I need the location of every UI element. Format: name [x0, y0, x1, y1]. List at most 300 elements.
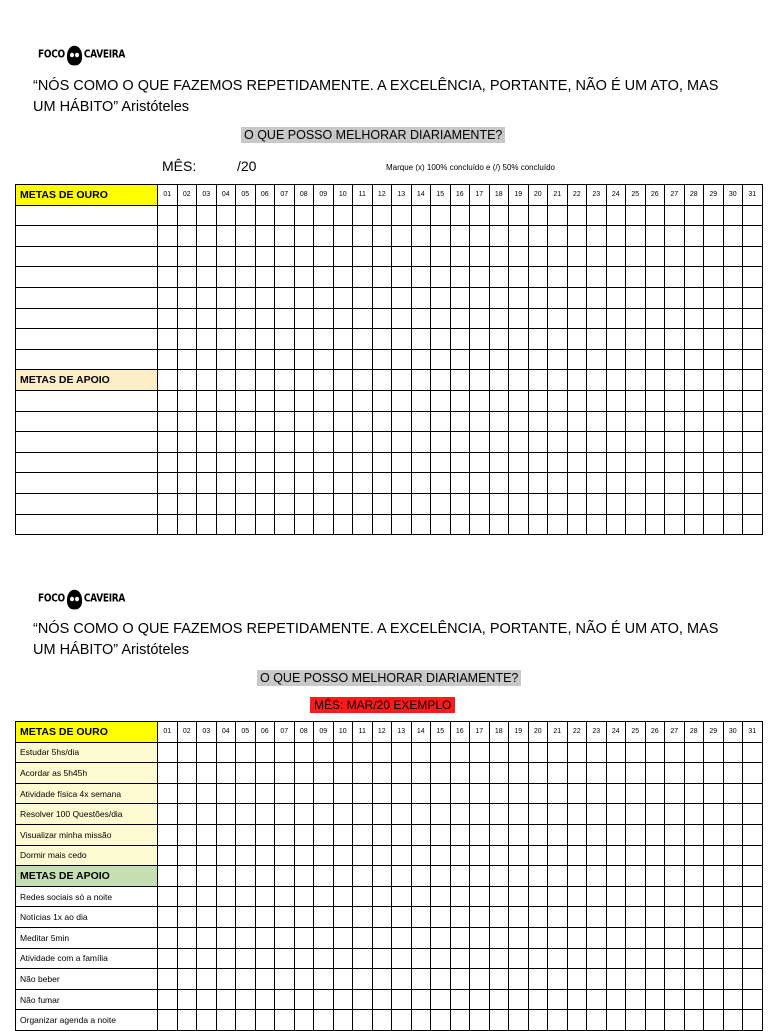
day-checkbox-cell[interactable] [275, 1010, 295, 1031]
day-checkbox-cell[interactable] [684, 804, 704, 825]
day-checkbox-cell[interactable] [372, 907, 392, 928]
day-checkbox-cell[interactable] [450, 866, 470, 887]
day-checkbox-cell[interactable] [177, 886, 197, 907]
day-checkbox-cell[interactable] [606, 969, 626, 990]
day-checkbox-cell[interactable] [450, 804, 470, 825]
day-checkbox-cell[interactable] [177, 783, 197, 804]
day-checkbox-cell[interactable] [314, 969, 334, 990]
day-checkbox-cell[interactable] [431, 969, 451, 990]
day-checkbox-cell[interactable] [587, 866, 607, 887]
day-checkbox-cell[interactable] [528, 783, 548, 804]
day-checkbox-cell[interactable] [333, 969, 353, 990]
day-checkbox-cell[interactable] [372, 866, 392, 887]
day-checkbox-cell[interactable] [684, 989, 704, 1010]
day-checkbox-cell[interactable] [626, 763, 646, 784]
day-checkbox-cell[interactable] [333, 845, 353, 866]
day-checkbox-cell[interactable] [626, 742, 646, 763]
day-checkbox-cell[interactable] [567, 907, 587, 928]
day-checkbox-cell[interactable] [450, 927, 470, 948]
day-checkbox-cell[interactable] [645, 763, 665, 784]
day-checkbox-cell[interactable] [197, 763, 217, 784]
day-checkbox-cell[interactable] [275, 907, 295, 928]
day-checkbox-cell[interactable] [314, 804, 334, 825]
day-checkbox-cell[interactable] [723, 804, 743, 825]
day-checkbox-cell[interactable] [333, 742, 353, 763]
day-checkbox-cell[interactable] [372, 927, 392, 948]
day-checkbox-cell[interactable] [645, 907, 665, 928]
day-checkbox-cell[interactable] [489, 907, 509, 928]
day-checkbox-cell[interactable] [333, 989, 353, 1010]
day-checkbox-cell[interactable] [158, 927, 178, 948]
day-checkbox-cell[interactable] [216, 989, 236, 1010]
day-checkbox-cell[interactable] [723, 824, 743, 845]
day-checkbox-cell[interactable] [606, 783, 626, 804]
day-checkbox-cell[interactable] [353, 927, 373, 948]
day-checkbox-cell[interactable] [470, 886, 490, 907]
day-checkbox-cell[interactable] [177, 907, 197, 928]
day-checkbox-cell[interactable] [197, 969, 217, 990]
day-checkbox-cell[interactable] [216, 886, 236, 907]
day-checkbox-cell[interactable] [216, 763, 236, 784]
day-checkbox-cell[interactable] [177, 763, 197, 784]
day-checkbox-cell[interactable] [723, 948, 743, 969]
day-checkbox-cell[interactable] [528, 907, 548, 928]
day-checkbox-cell[interactable] [567, 742, 587, 763]
day-checkbox-cell[interactable] [509, 969, 529, 990]
day-checkbox-cell[interactable] [392, 866, 412, 887]
day-checkbox-cell[interactable] [723, 845, 743, 866]
day-checkbox-cell[interactable] [606, 989, 626, 1010]
day-checkbox-cell[interactable] [177, 1010, 197, 1031]
day-checkbox-cell[interactable] [587, 783, 607, 804]
day-checkbox-cell[interactable] [314, 927, 334, 948]
day-checkbox-cell[interactable] [587, 969, 607, 990]
day-checkbox-cell[interactable] [255, 948, 275, 969]
day-checkbox-cell[interactable] [723, 763, 743, 784]
day-checkbox-cell[interactable] [665, 989, 685, 1010]
day-checkbox-cell[interactable] [489, 989, 509, 1010]
day-checkbox-cell[interactable] [158, 783, 178, 804]
day-checkbox-cell[interactable] [177, 969, 197, 990]
day-checkbox-cell[interactable] [392, 886, 412, 907]
day-checkbox-cell[interactable] [606, 907, 626, 928]
day-checkbox-cell[interactable] [489, 948, 509, 969]
day-checkbox-cell[interactable] [548, 886, 568, 907]
day-checkbox-cell[interactable] [392, 845, 412, 866]
day-checkbox-cell[interactable] [255, 763, 275, 784]
day-checkbox-cell[interactable] [723, 783, 743, 804]
day-checkbox-cell[interactable] [587, 989, 607, 1010]
day-checkbox-cell[interactable] [528, 824, 548, 845]
day-checkbox-cell[interactable] [684, 927, 704, 948]
day-checkbox-cell[interactable] [470, 948, 490, 969]
day-checkbox-cell[interactable] [314, 866, 334, 887]
day-checkbox-cell[interactable] [509, 1010, 529, 1031]
day-checkbox-cell[interactable] [665, 886, 685, 907]
day-checkbox-cell[interactable] [528, 969, 548, 990]
day-checkbox-cell[interactable] [411, 927, 431, 948]
day-checkbox-cell[interactable] [197, 1010, 217, 1031]
day-checkbox-cell[interactable] [743, 742, 763, 763]
day-checkbox-cell[interactable] [314, 763, 334, 784]
day-checkbox-cell[interactable] [684, 1010, 704, 1031]
day-checkbox-cell[interactable] [489, 927, 509, 948]
day-checkbox-cell[interactable] [626, 824, 646, 845]
day-checkbox-cell[interactable] [392, 989, 412, 1010]
day-checkbox-cell[interactable] [743, 969, 763, 990]
day-checkbox-cell[interactable] [158, 763, 178, 784]
day-checkbox-cell[interactable] [411, 742, 431, 763]
day-checkbox-cell[interactable] [567, 845, 587, 866]
day-checkbox-cell[interactable] [411, 845, 431, 866]
day-checkbox-cell[interactable] [528, 866, 548, 887]
day-checkbox-cell[interactable] [743, 989, 763, 1010]
day-checkbox-cell[interactable] [392, 783, 412, 804]
day-checkbox-cell[interactable] [314, 1010, 334, 1031]
day-checkbox-cell[interactable] [489, 866, 509, 887]
day-checkbox-cell[interactable] [645, 989, 665, 1010]
day-checkbox-cell[interactable] [333, 866, 353, 887]
day-checkbox-cell[interactable] [275, 866, 295, 887]
day-checkbox-cell[interactable] [216, 783, 236, 804]
day-checkbox-cell[interactable] [255, 907, 275, 928]
day-checkbox-cell[interactable] [255, 824, 275, 845]
day-checkbox-cell[interactable] [294, 866, 314, 887]
day-checkbox-cell[interactable] [353, 969, 373, 990]
day-checkbox-cell[interactable] [197, 948, 217, 969]
day-checkbox-cell[interactable] [275, 989, 295, 1010]
day-checkbox-cell[interactable] [431, 824, 451, 845]
day-checkbox-cell[interactable] [177, 989, 197, 1010]
day-checkbox-cell[interactable] [606, 948, 626, 969]
day-checkbox-cell[interactable] [177, 866, 197, 887]
day-checkbox-cell[interactable] [470, 907, 490, 928]
day-checkbox-cell[interactable] [606, 866, 626, 887]
day-checkbox-cell[interactable] [158, 742, 178, 763]
day-checkbox-cell[interactable] [255, 845, 275, 866]
day-checkbox-cell[interactable] [587, 927, 607, 948]
day-checkbox-cell[interactable] [528, 845, 548, 866]
day-checkbox-cell[interactable] [684, 845, 704, 866]
day-checkbox-cell[interactable] [197, 907, 217, 928]
day-checkbox-cell[interactable] [645, 824, 665, 845]
day-checkbox-cell[interactable] [255, 742, 275, 763]
day-checkbox-cell[interactable] [450, 1010, 470, 1031]
day-checkbox-cell[interactable] [606, 763, 626, 784]
day-checkbox-cell[interactable] [411, 948, 431, 969]
day-checkbox-cell[interactable] [431, 804, 451, 825]
day-checkbox-cell[interactable] [665, 907, 685, 928]
day-checkbox-cell[interactable] [489, 1010, 509, 1031]
day-checkbox-cell[interactable] [314, 989, 334, 1010]
day-checkbox-cell[interactable] [353, 804, 373, 825]
day-checkbox-cell[interactable] [528, 742, 548, 763]
day-checkbox-cell[interactable] [567, 824, 587, 845]
day-checkbox-cell[interactable] [665, 927, 685, 948]
day-checkbox-cell[interactable] [645, 927, 665, 948]
day-checkbox-cell[interactable] [587, 763, 607, 784]
day-checkbox-cell[interactable] [548, 742, 568, 763]
day-checkbox-cell[interactable] [392, 824, 412, 845]
day-checkbox-cell[interactable] [684, 948, 704, 969]
day-checkbox-cell[interactable] [606, 927, 626, 948]
day-checkbox-cell[interactable] [723, 886, 743, 907]
day-checkbox-cell[interactable] [255, 1010, 275, 1031]
day-checkbox-cell[interactable] [548, 989, 568, 1010]
day-checkbox-cell[interactable] [645, 1010, 665, 1031]
day-checkbox-cell[interactable] [704, 969, 724, 990]
day-checkbox-cell[interactable] [704, 845, 724, 866]
day-checkbox-cell[interactable] [314, 886, 334, 907]
day-checkbox-cell[interactable] [392, 927, 412, 948]
day-checkbox-cell[interactable] [450, 989, 470, 1010]
day-checkbox-cell[interactable] [197, 824, 217, 845]
day-checkbox-cell[interactable] [197, 866, 217, 887]
day-checkbox-cell[interactable] [294, 824, 314, 845]
day-checkbox-cell[interactable] [509, 927, 529, 948]
day-checkbox-cell[interactable] [216, 948, 236, 969]
day-checkbox-cell[interactable] [236, 742, 256, 763]
day-checkbox-cell[interactable] [431, 948, 451, 969]
day-checkbox-cell[interactable] [626, 783, 646, 804]
day-checkbox-cell[interactable] [431, 742, 451, 763]
day-checkbox-cell[interactable] [450, 742, 470, 763]
day-checkbox-cell[interactable] [509, 763, 529, 784]
day-checkbox-cell[interactable] [411, 989, 431, 1010]
day-checkbox-cell[interactable] [197, 927, 217, 948]
day-checkbox-cell[interactable] [411, 804, 431, 825]
day-checkbox-cell[interactable] [177, 845, 197, 866]
day-checkbox-cell[interactable] [723, 969, 743, 990]
day-checkbox-cell[interactable] [294, 763, 314, 784]
day-checkbox-cell[interactable] [645, 886, 665, 907]
day-checkbox-cell[interactable] [684, 783, 704, 804]
day-checkbox-cell[interactable] [450, 886, 470, 907]
day-checkbox-cell[interactable] [158, 969, 178, 990]
day-checkbox-cell[interactable] [704, 927, 724, 948]
day-checkbox-cell[interactable] [333, 804, 353, 825]
day-checkbox-cell[interactable] [314, 783, 334, 804]
day-checkbox-cell[interactable] [665, 969, 685, 990]
day-checkbox-cell[interactable] [743, 927, 763, 948]
day-checkbox-cell[interactable] [236, 824, 256, 845]
day-checkbox-cell[interactable] [294, 804, 314, 825]
day-checkbox-cell[interactable] [528, 763, 548, 784]
day-checkbox-cell[interactable] [509, 824, 529, 845]
day-checkbox-cell[interactable] [275, 804, 295, 825]
day-checkbox-cell[interactable] [704, 989, 724, 1010]
day-checkbox-cell[interactable] [197, 742, 217, 763]
day-checkbox-cell[interactable] [450, 969, 470, 990]
day-checkbox-cell[interactable] [626, 989, 646, 1010]
day-checkbox-cell[interactable] [255, 969, 275, 990]
day-checkbox-cell[interactable] [567, 1010, 587, 1031]
day-checkbox-cell[interactable] [509, 948, 529, 969]
day-checkbox-cell[interactable] [255, 989, 275, 1010]
day-checkbox-cell[interactable] [626, 948, 646, 969]
day-checkbox-cell[interactable] [684, 742, 704, 763]
day-checkbox-cell[interactable] [567, 948, 587, 969]
day-checkbox-cell[interactable] [723, 742, 743, 763]
day-checkbox-cell[interactable] [548, 845, 568, 866]
day-checkbox-cell[interactable] [626, 1010, 646, 1031]
day-checkbox-cell[interactable] [645, 866, 665, 887]
day-checkbox-cell[interactable] [275, 948, 295, 969]
day-checkbox-cell[interactable] [723, 989, 743, 1010]
day-checkbox-cell[interactable] [372, 969, 392, 990]
day-checkbox-cell[interactable] [645, 845, 665, 866]
day-checkbox-cell[interactable] [216, 845, 236, 866]
day-checkbox-cell[interactable] [158, 1010, 178, 1031]
day-checkbox-cell[interactable] [411, 824, 431, 845]
day-checkbox-cell[interactable] [411, 1010, 431, 1031]
day-checkbox-cell[interactable] [236, 886, 256, 907]
day-checkbox-cell[interactable] [626, 907, 646, 928]
day-checkbox-cell[interactable] [294, 845, 314, 866]
day-checkbox-cell[interactable] [236, 907, 256, 928]
day-checkbox-cell[interactable] [392, 969, 412, 990]
day-checkbox-cell[interactable] [333, 907, 353, 928]
day-checkbox-cell[interactable] [216, 927, 236, 948]
day-checkbox-cell[interactable] [236, 845, 256, 866]
day-checkbox-cell[interactable] [275, 927, 295, 948]
day-checkbox-cell[interactable] [606, 742, 626, 763]
day-checkbox-cell[interactable] [704, 763, 724, 784]
day-checkbox-cell[interactable] [509, 742, 529, 763]
day-checkbox-cell[interactable] [606, 1010, 626, 1031]
day-checkbox-cell[interactable] [665, 948, 685, 969]
day-checkbox-cell[interactable] [704, 804, 724, 825]
day-checkbox-cell[interactable] [470, 824, 490, 845]
day-checkbox-cell[interactable] [372, 763, 392, 784]
day-checkbox-cell[interactable] [528, 948, 548, 969]
day-checkbox-cell[interactable] [275, 886, 295, 907]
day-checkbox-cell[interactable] [353, 845, 373, 866]
day-checkbox-cell[interactable] [743, 948, 763, 969]
day-checkbox-cell[interactable] [255, 866, 275, 887]
day-checkbox-cell[interactable] [236, 948, 256, 969]
day-checkbox-cell[interactable] [743, 866, 763, 887]
day-checkbox-cell[interactable] [333, 927, 353, 948]
day-checkbox-cell[interactable] [587, 1010, 607, 1031]
day-checkbox-cell[interactable] [567, 989, 587, 1010]
day-checkbox-cell[interactable] [236, 866, 256, 887]
day-checkbox-cell[interactable] [177, 824, 197, 845]
day-checkbox-cell[interactable] [431, 886, 451, 907]
day-checkbox-cell[interactable] [470, 742, 490, 763]
day-checkbox-cell[interactable] [353, 989, 373, 1010]
day-checkbox-cell[interactable] [665, 845, 685, 866]
day-checkbox-cell[interactable] [177, 742, 197, 763]
day-checkbox-cell[interactable] [236, 989, 256, 1010]
day-checkbox-cell[interactable] [392, 1010, 412, 1031]
day-checkbox-cell[interactable] [353, 907, 373, 928]
day-checkbox-cell[interactable] [587, 907, 607, 928]
day-checkbox-cell[interactable] [158, 886, 178, 907]
day-checkbox-cell[interactable] [411, 907, 431, 928]
day-checkbox-cell[interactable] [294, 969, 314, 990]
day-checkbox-cell[interactable] [333, 824, 353, 845]
day-checkbox-cell[interactable] [353, 886, 373, 907]
day-checkbox-cell[interactable] [567, 927, 587, 948]
day-checkbox-cell[interactable] [411, 886, 431, 907]
day-checkbox-cell[interactable] [255, 927, 275, 948]
day-checkbox-cell[interactable] [158, 866, 178, 887]
day-checkbox-cell[interactable] [723, 866, 743, 887]
day-checkbox-cell[interactable] [704, 948, 724, 969]
day-checkbox-cell[interactable] [255, 783, 275, 804]
day-checkbox-cell[interactable] [353, 763, 373, 784]
day-checkbox-cell[interactable] [431, 907, 451, 928]
day-checkbox-cell[interactable] [587, 742, 607, 763]
day-checkbox-cell[interactable] [216, 866, 236, 887]
day-checkbox-cell[interactable] [372, 845, 392, 866]
day-checkbox-cell[interactable] [704, 742, 724, 763]
day-checkbox-cell[interactable] [197, 783, 217, 804]
day-checkbox-cell[interactable] [314, 742, 334, 763]
day-checkbox-cell[interactable] [353, 866, 373, 887]
day-checkbox-cell[interactable] [626, 969, 646, 990]
day-checkbox-cell[interactable] [177, 804, 197, 825]
day-checkbox-cell[interactable] [587, 886, 607, 907]
day-checkbox-cell[interactable] [275, 824, 295, 845]
day-checkbox-cell[interactable] [294, 927, 314, 948]
day-checkbox-cell[interactable] [353, 742, 373, 763]
day-checkbox-cell[interactable] [294, 989, 314, 1010]
day-checkbox-cell[interactable] [743, 886, 763, 907]
day-checkbox-cell[interactable] [372, 742, 392, 763]
day-checkbox-cell[interactable] [411, 763, 431, 784]
day-checkbox-cell[interactable] [548, 927, 568, 948]
day-checkbox-cell[interactable] [158, 845, 178, 866]
day-checkbox-cell[interactable] [333, 948, 353, 969]
day-checkbox-cell[interactable] [489, 783, 509, 804]
day-checkbox-cell[interactable] [704, 824, 724, 845]
day-checkbox-cell[interactable] [177, 927, 197, 948]
day-checkbox-cell[interactable] [509, 907, 529, 928]
day-checkbox-cell[interactable] [528, 804, 548, 825]
day-checkbox-cell[interactable] [314, 845, 334, 866]
day-checkbox-cell[interactable] [255, 886, 275, 907]
day-checkbox-cell[interactable] [197, 886, 217, 907]
day-checkbox-cell[interactable] [450, 763, 470, 784]
day-checkbox-cell[interactable] [470, 866, 490, 887]
day-checkbox-cell[interactable] [470, 845, 490, 866]
day-checkbox-cell[interactable] [372, 824, 392, 845]
day-checkbox-cell[interactable] [645, 742, 665, 763]
day-checkbox-cell[interactable] [548, 1010, 568, 1031]
day-checkbox-cell[interactable] [548, 763, 568, 784]
day-checkbox-cell[interactable] [450, 783, 470, 804]
day-checkbox-cell[interactable] [372, 804, 392, 825]
day-checkbox-cell[interactable] [470, 1010, 490, 1031]
day-checkbox-cell[interactable] [567, 886, 587, 907]
day-checkbox-cell[interactable] [587, 824, 607, 845]
day-checkbox-cell[interactable] [684, 907, 704, 928]
day-checkbox-cell[interactable] [528, 927, 548, 948]
day-checkbox-cell[interactable] [470, 927, 490, 948]
day-checkbox-cell[interactable] [587, 845, 607, 866]
day-checkbox-cell[interactable] [509, 783, 529, 804]
day-checkbox-cell[interactable] [431, 927, 451, 948]
day-checkbox-cell[interactable] [626, 886, 646, 907]
day-checkbox-cell[interactable] [567, 783, 587, 804]
day-checkbox-cell[interactable] [665, 804, 685, 825]
day-checkbox-cell[interactable] [450, 824, 470, 845]
day-checkbox-cell[interactable] [645, 948, 665, 969]
day-checkbox-cell[interactable] [216, 742, 236, 763]
day-checkbox-cell[interactable] [489, 969, 509, 990]
